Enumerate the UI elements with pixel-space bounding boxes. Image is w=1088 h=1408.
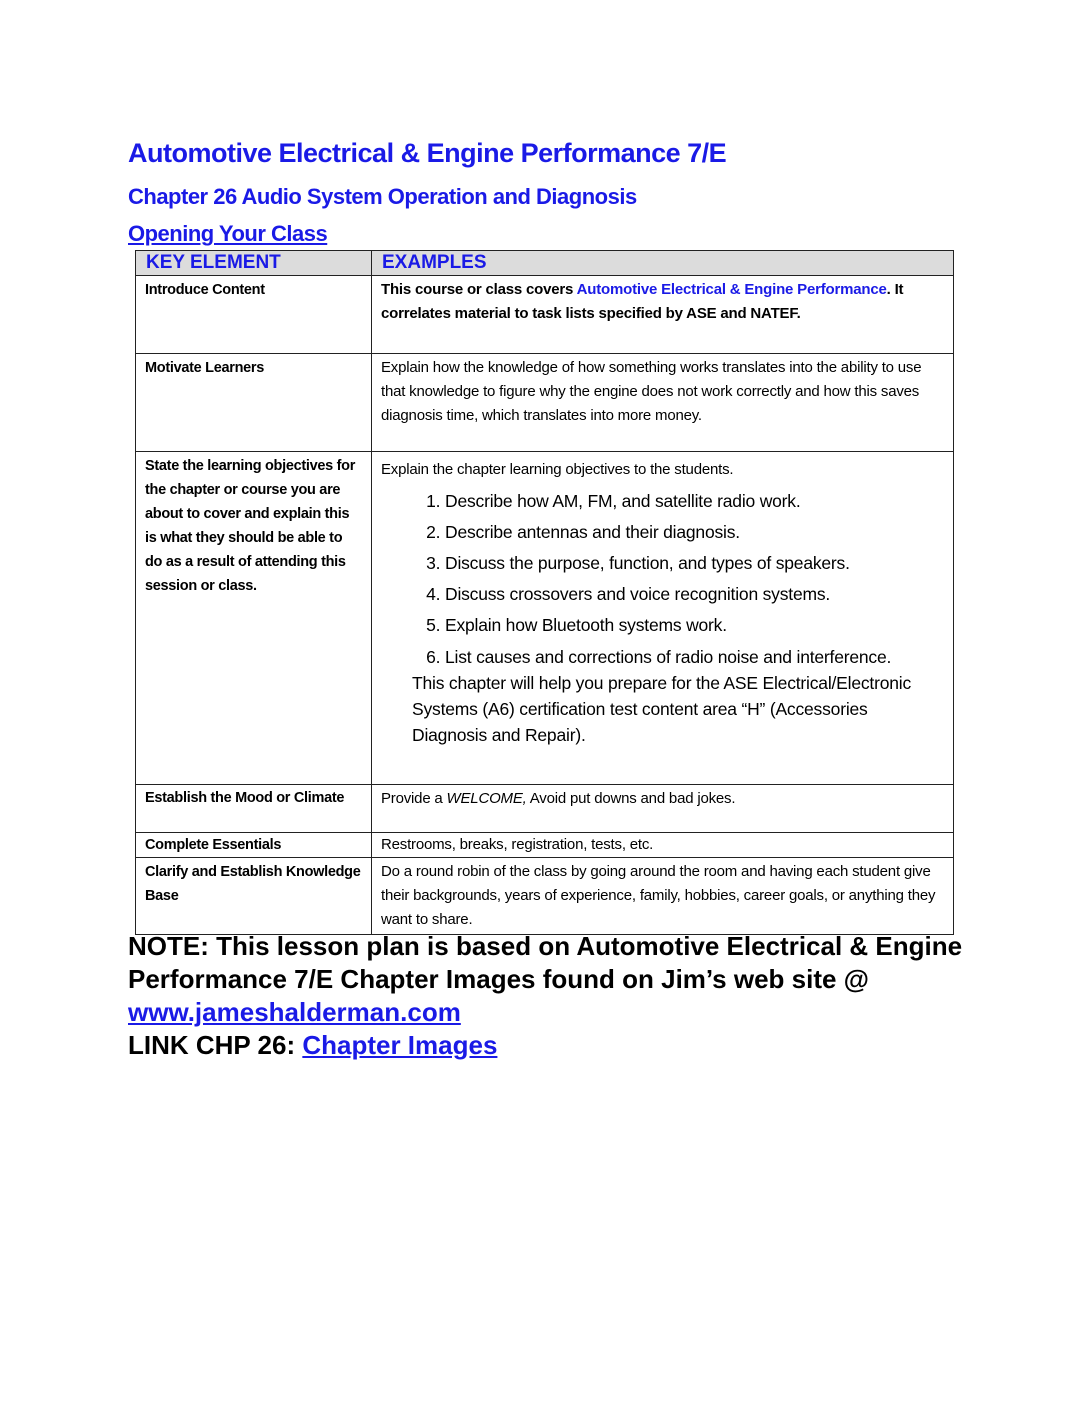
- table-row: [136, 276, 954, 354]
- lesson-plan-table: [135, 250, 954, 935]
- header-key-element: KEY ELEMENT: [136, 251, 372, 276]
- chapter-title: Chapter 26 Audio System Operation and Diagnosis: [128, 184, 637, 209]
- objective-item: 3. Discuss the purpose, function, and types of speakers.: [445, 548, 944, 579]
- book-title: Automotive Electrical & Engine Performance: [576, 281, 887, 298]
- example-cell: [372, 276, 954, 354]
- objectives-intro: Explain the chapter learning objectives to the students.: [381, 461, 734, 478]
- note-paragraph: [128, 930, 968, 1062]
- example-cell: Restrooms, breaks, registration, tests, etc.: [372, 833, 954, 858]
- table-row: [136, 858, 954, 935]
- table-row: [136, 833, 954, 858]
- objective-item: 2. Describe antennas and their diagnosis.: [445, 517, 944, 548]
- text: Avoid put downs and bad jokes.: [526, 790, 736, 807]
- objectives-closing: This chapter will help you prepare for the ASE Electrical/Electronic Systems (A6) certification test content area “H” (Accessories Diagnosis and Repair).: [412, 673, 912, 745]
- website-link[interactable]: www.jameshalderman.com: [128, 997, 461, 1027]
- text: Provide a: [381, 790, 447, 807]
- objective-item: 6. List causes and corrections of radio noise and interference.: [445, 641, 944, 670]
- link-label: LINK CHP 26:: [128, 1030, 303, 1060]
- table-row: [136, 354, 954, 452]
- table-header-row: [136, 251, 954, 276]
- key-cell: Clarify and Establish Knowledge Base: [136, 858, 372, 935]
- key-cell: Motivate Learners: [136, 354, 372, 452]
- table-row: [136, 785, 954, 833]
- objective-item: 1. Describe how AM, FM, and satellite radio work.: [445, 486, 944, 517]
- text: This course or class covers: [381, 281, 577, 298]
- objectives-list: [381, 486, 944, 670]
- document-title: Automotive Electrical & Engine Performance 7/E: [128, 138, 727, 168]
- example-cell: Do a round robin of the class by going around the room and having each student give their backgrounds, years of experience, family, hobbies, career goals, or anything they want to share.: [372, 858, 954, 935]
- emphasis: WELCOME,: [446, 790, 527, 807]
- key-cell: Introduce Content: [136, 276, 372, 354]
- objective-item: 4. Discuss crossovers and voice recognition systems.: [445, 579, 944, 610]
- key-cell: State the learning objectives for the chapter or course you are about to cover and explain this is what they should be able to do as a result of attending this session or class.: [136, 452, 372, 785]
- note-text: NOTE: This lesson plan is based on Automotive Electrical & Engine Performance 7/E Chapter Images found on Jim’s web site @: [128, 931, 963, 994]
- header-examples: EXAMPLES: [372, 251, 954, 276]
- example-cell: [372, 452, 954, 785]
- chapter-images-link[interactable]: Chapter Images: [302, 1030, 498, 1060]
- example-cell: Explain how the knowledge of how something works translates into the ability to use that knowledge to figure why the engine does not work correctly and how this saves diagnosis time, which translates into more money.: [372, 354, 954, 452]
- key-cell: Complete Essentials: [136, 833, 372, 858]
- example-cell: [372, 785, 954, 833]
- objective-item: 5. Explain how Bluetooth systems work.: [445, 610, 944, 641]
- key-cell: Establish the Mood or Climate: [136, 785, 372, 833]
- table-row: [136, 452, 954, 785]
- section-heading: Opening Your Class: [128, 221, 328, 246]
- text: . It correlates material to task lists specified by ASE and NATEF.: [381, 281, 904, 322]
